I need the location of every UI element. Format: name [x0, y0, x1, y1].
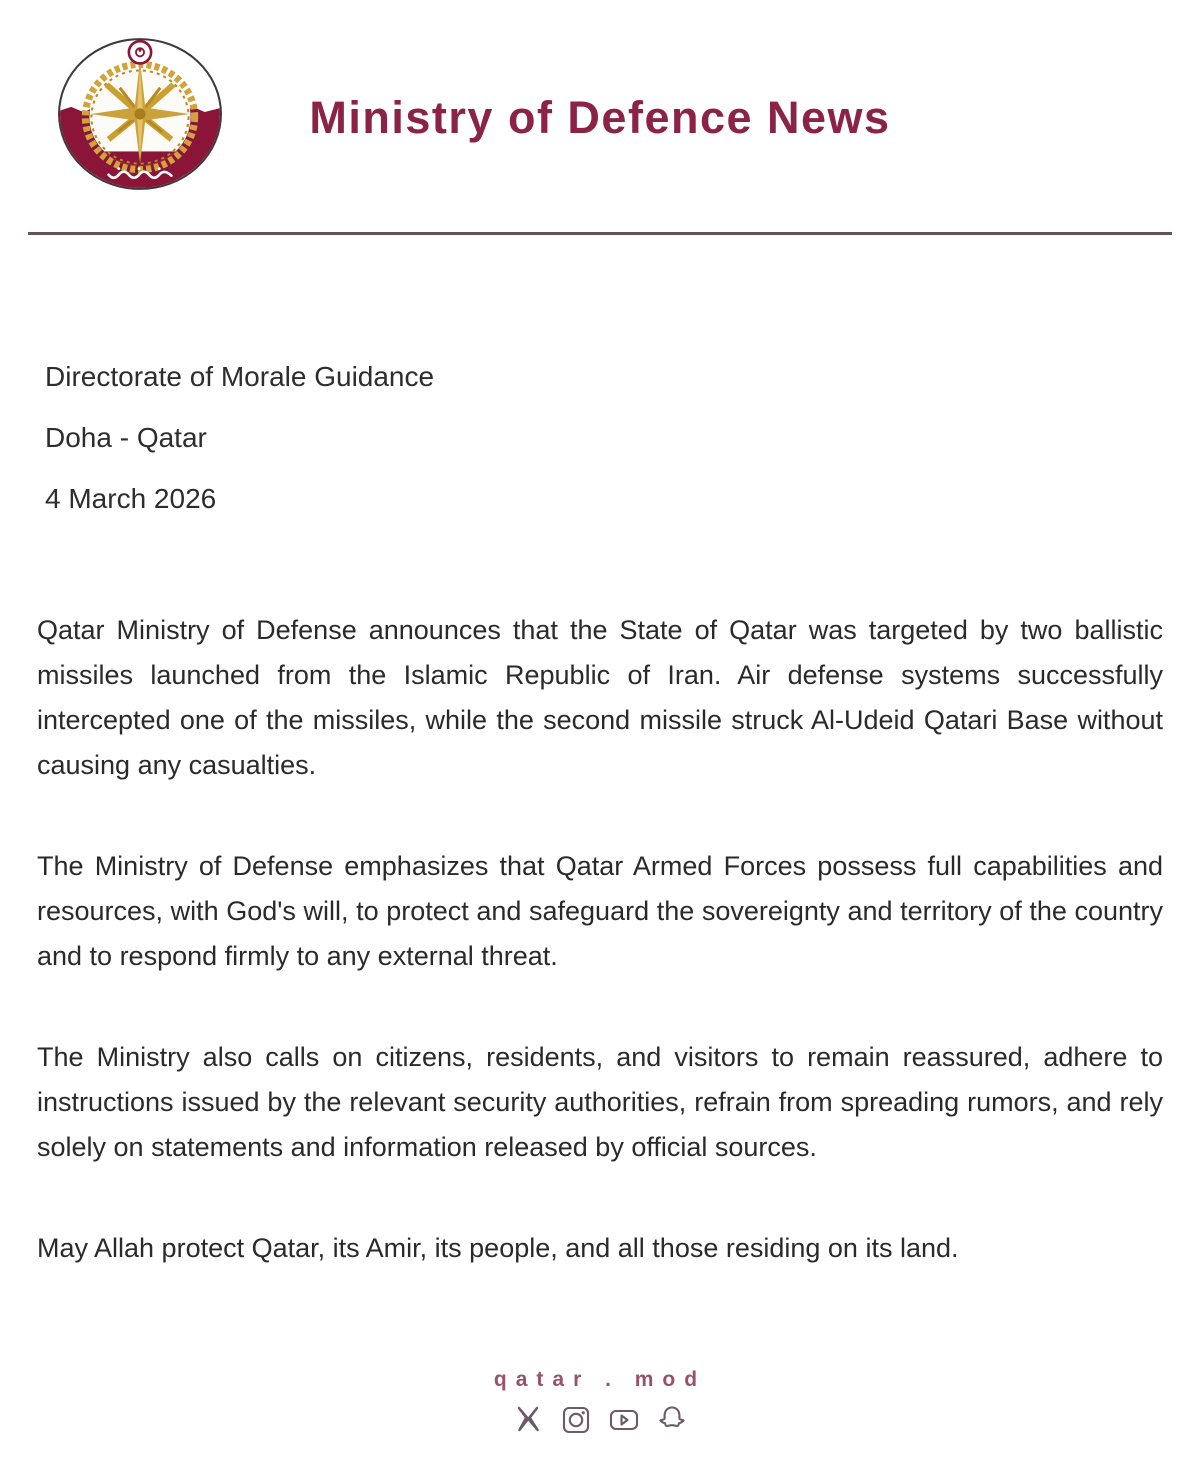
paragraph-public-guidance: The Ministry also calls on citizens, residents, and visitors to remain reassured, adhere to instructions issued by the relevant security authorities, refrain from spreading rumors, and rely solely on statements and information released by official sources. [37, 1042, 1163, 1162]
youtube-icon[interactable] [607, 1402, 641, 1436]
statement-body [37, 608, 1163, 1271]
dateline-block [45, 361, 1155, 515]
x-twitter-icon[interactable] [511, 1402, 545, 1436]
social-icons-row [0, 1402, 1200, 1436]
paragraph-prayer: May Allah protect Qatar, its Amir, its people, and all those residing on its land. [37, 1233, 959, 1263]
date-line: 4 March 2026 [45, 483, 217, 514]
header-divider [28, 232, 1172, 235]
snapchat-icon[interactable] [655, 1402, 689, 1436]
footer [0, 1368, 1200, 1436]
department-line: Directorate of Morale Guidance [45, 361, 435, 392]
location-line: Doha - Qatar [45, 422, 207, 453]
paragraph-announcement: Qatar Ministry of Defense announces that the State of Qatar was targeted by two ballistic missiles launched from the Islamic Republic of Iran. Air defense systems successfully intercepted one of the missiles, while the second missile struck Al-Udeid Qatari Base without causing any casualties. [37, 615, 1163, 780]
social-handle: qatar . mod [493, 1368, 707, 1391]
instagram-icon[interactable] [559, 1402, 593, 1436]
header [0, 0, 1200, 232]
page-title: Ministry of Defence News [309, 92, 891, 143]
paragraph-capabilities: The Ministry of Defense emphasizes that Qatar Armed Forces possess full capabilities and resources, with God's will, to protect and safeguard the sovereignty and territory of the country and to respond firmly to any external threat. [37, 851, 1163, 971]
